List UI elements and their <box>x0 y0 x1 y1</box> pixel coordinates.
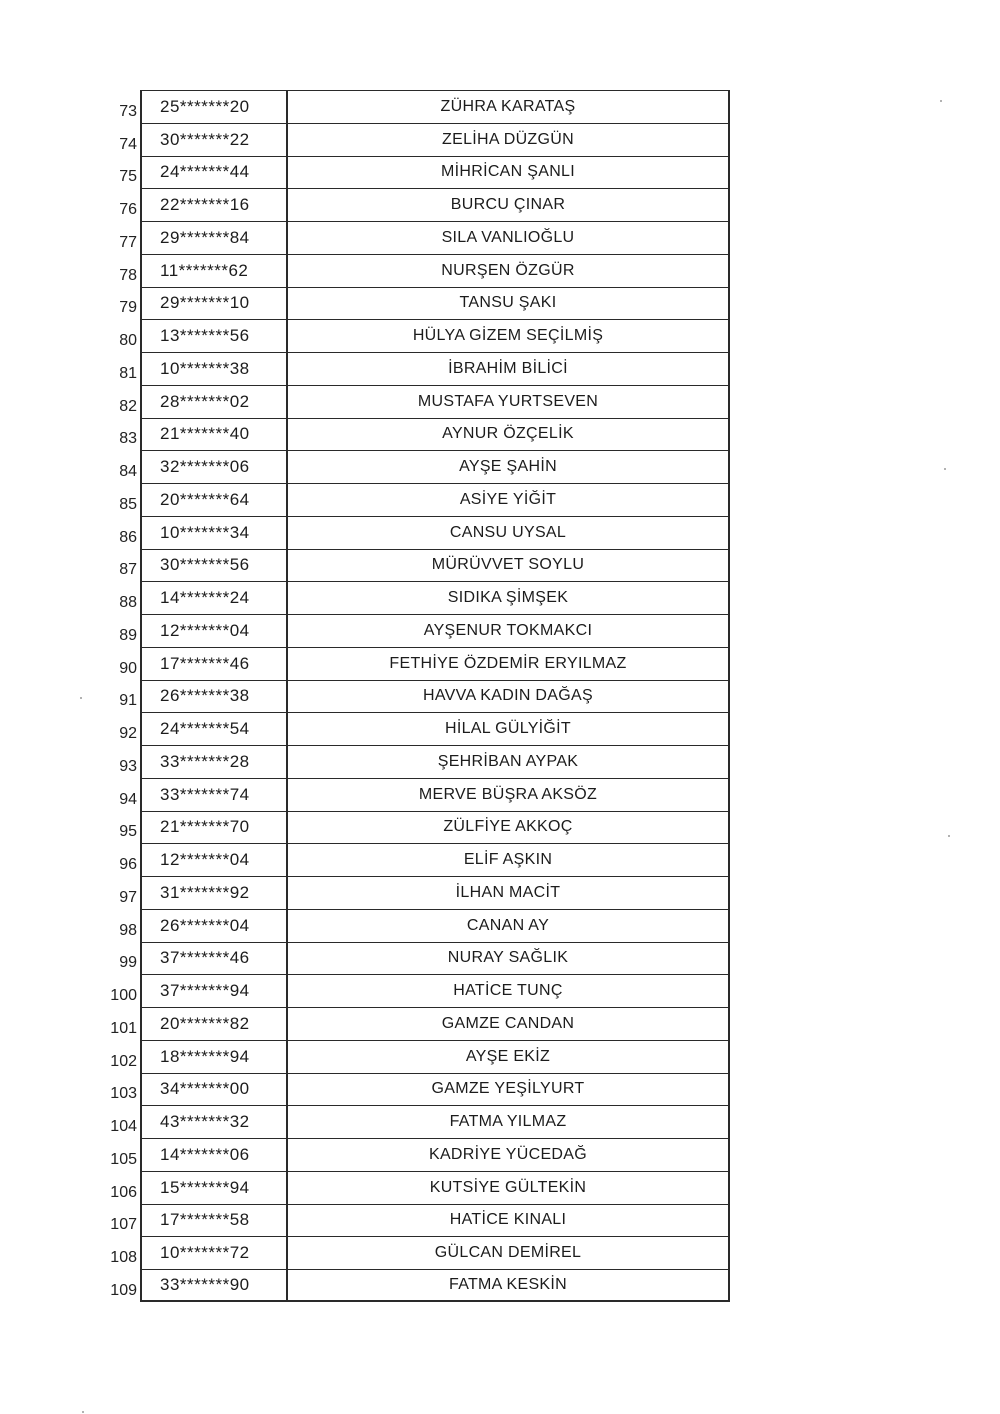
name-cell: BURCU ÇINAR <box>286 188 730 221</box>
name-cell: MERVE BÜŞRA AKSÖZ <box>286 778 730 811</box>
table-row <box>106 1073 730 1106</box>
table-row <box>106 843 730 876</box>
scan-speck <box>82 1411 84 1413</box>
masked-id-cell: 12*******04 <box>140 843 286 876</box>
masked-id-cell: 24*******54 <box>140 712 286 745</box>
table-row <box>106 1236 730 1269</box>
name-cell: KUTSİYE GÜLTEKİN <box>286 1171 730 1204</box>
row-number: 81 <box>119 364 137 382</box>
masked-id-cell: 37*******94 <box>140 974 286 1007</box>
name-cell: ELİF AŞKIN <box>286 843 730 876</box>
row-number: 83 <box>119 430 137 448</box>
masked-id-cell: 15*******94 <box>140 1171 286 1204</box>
table-row <box>106 450 730 483</box>
masked-id-cell: 33*******90 <box>140 1269 286 1302</box>
table-row <box>106 1269 730 1302</box>
row-number: 104 <box>110 1118 137 1135</box>
row-number: 78 <box>119 266 137 284</box>
table-row <box>106 942 730 975</box>
row-number: 94 <box>119 790 137 808</box>
name-cell: NURAY SAĞLIK <box>286 942 730 975</box>
participant-table <box>106 90 730 1302</box>
masked-id-cell: 29*******10 <box>140 287 286 320</box>
table-row <box>106 287 730 320</box>
masked-id-cell: 11*******62 <box>140 254 286 287</box>
table-row <box>106 1105 730 1138</box>
masked-id-cell: 21*******40 <box>140 418 286 451</box>
name-cell: MİHRİCAN ŞANLI <box>286 156 730 189</box>
row-number: 87 <box>119 561 137 579</box>
masked-id-cell: 20*******82 <box>140 1007 286 1040</box>
masked-id-cell: 33*******28 <box>140 745 286 778</box>
name-cell: CANSU UYSAL <box>286 516 730 549</box>
row-number: 86 <box>119 528 137 546</box>
table-row <box>106 876 730 909</box>
table-row <box>106 221 730 254</box>
name-cell: AYŞE EKİZ <box>286 1040 730 1073</box>
table-row <box>106 712 730 745</box>
table-row <box>106 1007 730 1040</box>
row-number: 108 <box>110 1249 137 1266</box>
masked-id-cell: 29*******84 <box>140 221 286 254</box>
row-number: 79 <box>119 299 137 317</box>
row-number: 90 <box>119 659 137 677</box>
masked-id-cell: 30*******56 <box>140 549 286 582</box>
table-row <box>106 90 730 123</box>
table-row <box>106 614 730 647</box>
name-cell: TANSU ŞAKI <box>286 287 730 320</box>
masked-id-cell: 26*******04 <box>140 909 286 942</box>
row-number: 76 <box>119 201 137 218</box>
masked-id-cell: 37*******46 <box>140 942 286 975</box>
name-cell: FATMA KESKİN <box>286 1269 730 1302</box>
row-number: 105 <box>110 1150 137 1168</box>
table-row <box>106 188 730 221</box>
name-cell: NURŞEN ÖZGÜR <box>286 254 730 287</box>
name-cell: GAMZE YEŞİLYURT <box>286 1073 730 1106</box>
name-cell: AYŞE ŞAHİN <box>286 450 730 483</box>
row-number: 106 <box>110 1183 137 1201</box>
table-row <box>106 483 730 516</box>
masked-id-cell: 32*******06 <box>140 450 286 483</box>
row-number: 95 <box>119 823 137 841</box>
name-cell: GAMZE CANDAN <box>286 1007 730 1040</box>
row-number: 96 <box>119 856 137 873</box>
masked-id-cell: 22*******16 <box>140 188 286 221</box>
name-cell: AYNUR ÖZÇELİK <box>286 418 730 451</box>
row-number: 97 <box>119 888 137 906</box>
name-cell: İLHAN MACİT <box>286 876 730 909</box>
row-number: 85 <box>119 495 137 513</box>
name-cell: HATİCE TUNÇ <box>286 974 730 1007</box>
name-cell: İBRAHİM BİLİCİ <box>286 352 730 385</box>
scan-speck <box>940 100 942 102</box>
row-number: 92 <box>119 725 137 742</box>
row-number: 101 <box>110 1019 137 1037</box>
name-cell: HİLAL GÜLYİĞİT <box>286 712 730 745</box>
name-cell: MUSTAFA YURTSEVEN <box>286 385 730 418</box>
row-number: 109 <box>110 1281 137 1299</box>
name-cell: FATMA YILMAZ <box>286 1105 730 1138</box>
name-cell: HATİCE KINALI <box>286 1204 730 1237</box>
name-cell: ZELİHA DÜZGÜN <box>286 123 730 156</box>
scan-speck <box>948 835 950 837</box>
scan-speck <box>80 697 82 699</box>
table-row <box>106 909 730 942</box>
name-cell: SIDIKA ŞİMŞEK <box>286 581 730 614</box>
row-number: 107 <box>110 1216 137 1234</box>
name-cell: FETHİYE ÖZDEMİR ERYILMAZ <box>286 647 730 680</box>
row-number: 84 <box>119 463 137 480</box>
row-number: 98 <box>119 921 137 939</box>
table-row <box>106 352 730 385</box>
name-cell: ZÜLFİYE AKKOÇ <box>286 811 730 844</box>
table-row <box>106 1171 730 1204</box>
masked-id-cell: 21*******70 <box>140 811 286 844</box>
masked-id-cell: 13*******56 <box>140 319 286 352</box>
masked-id-cell: 10*******72 <box>140 1236 286 1269</box>
row-number: 80 <box>119 332 137 349</box>
name-cell: AYŞENUR TOKMAKCI <box>286 614 730 647</box>
name-cell: HÜLYA GİZEM SEÇİLMİŞ <box>286 319 730 352</box>
masked-id-cell: 14*******06 <box>140 1138 286 1171</box>
masked-id-cell: 24*******44 <box>140 156 286 189</box>
row-number: 99 <box>119 954 137 972</box>
name-cell: ŞEHRİBAN AYPAK <box>286 745 730 778</box>
masked-id-cell: 33*******74 <box>140 778 286 811</box>
table-row <box>106 1040 730 1073</box>
masked-id-cell: 14*******24 <box>140 581 286 614</box>
table-row <box>106 778 730 811</box>
row-number: 73 <box>119 102 137 120</box>
row-number: 93 <box>119 757 137 775</box>
row-number: 91 <box>119 692 137 710</box>
table-row <box>106 254 730 287</box>
table-row <box>106 549 730 582</box>
table-row <box>106 680 730 713</box>
table-row <box>106 1138 730 1171</box>
table-row <box>106 418 730 451</box>
table-row <box>106 516 730 549</box>
row-number: 82 <box>119 397 137 415</box>
masked-id-cell: 30*******22 <box>140 123 286 156</box>
masked-id-cell: 26*******38 <box>140 680 286 713</box>
row-number: 75 <box>119 168 137 186</box>
table-row <box>106 581 730 614</box>
name-cell: HAVVA KADIN DAĞAŞ <box>286 680 730 713</box>
table-row <box>106 974 730 1007</box>
masked-id-cell: 43*******32 <box>140 1105 286 1138</box>
masked-id-cell: 12*******04 <box>140 614 286 647</box>
name-cell: CANAN AY <box>286 909 730 942</box>
masked-id-cell: 31*******92 <box>140 876 286 909</box>
masked-id-cell: 10*******34 <box>140 516 286 549</box>
masked-id-cell: 18*******94 <box>140 1040 286 1073</box>
row-number: 74 <box>119 135 137 153</box>
name-cell: ZÜHRA KARATAŞ <box>286 90 730 123</box>
masked-id-cell: 20*******64 <box>140 483 286 516</box>
table-row <box>106 319 730 352</box>
row-number: 88 <box>119 594 137 611</box>
table-row <box>106 123 730 156</box>
row-number: 77 <box>119 233 137 251</box>
table-row <box>106 385 730 418</box>
table-row <box>106 156 730 189</box>
masked-id-cell: 17*******46 <box>140 647 286 680</box>
row-number: 89 <box>119 626 137 644</box>
table-row <box>106 647 730 680</box>
row-number: 100 <box>110 987 137 1004</box>
scan-speck <box>944 468 946 470</box>
row-number: 102 <box>110 1052 137 1070</box>
table-row <box>106 811 730 844</box>
masked-id-cell: 17*******58 <box>140 1204 286 1237</box>
name-cell: KADRİYE YÜCEDAĞ <box>286 1138 730 1171</box>
name-cell: GÜLCAN DEMİREL <box>286 1236 730 1269</box>
table-row <box>106 745 730 778</box>
name-cell: SILA VANLIOĞLU <box>286 221 730 254</box>
name-cell: MÜRÜVVET SOYLU <box>286 549 730 582</box>
masked-id-cell: 25*******20 <box>140 90 286 123</box>
masked-id-cell: 28*******02 <box>140 385 286 418</box>
masked-id-cell: 10*******38 <box>140 352 286 385</box>
masked-id-cell: 34*******00 <box>140 1073 286 1106</box>
name-cell: ASİYE YİĞİT <box>286 483 730 516</box>
row-number: 103 <box>110 1085 137 1103</box>
table-row <box>106 1204 730 1237</box>
